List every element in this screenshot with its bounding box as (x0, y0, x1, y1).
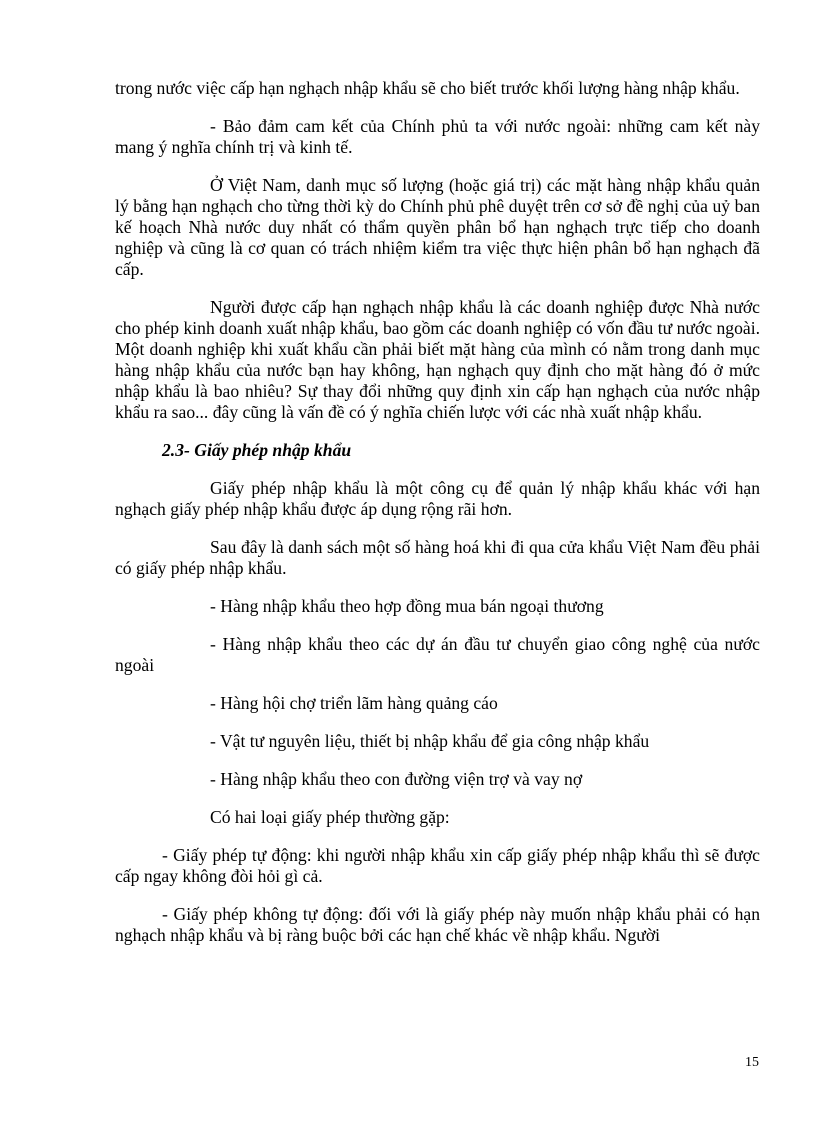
paragraph-non-automatic-license: - Giấy phép không tự động: đối với là giấy phép này muốn nhập khẩu phải có hạn nghạch nhập khẩu và bị ràng buộc bởi các hạn chế khác về nhập khẩu. Người (115, 904, 760, 945)
list-item: - Hàng nhập khẩu theo con đường viện trợ và vay nợ (210, 769, 583, 789)
paragraph-automatic-license: - Giấy phép tự động: khi người nhập khẩu xin cấp giấy phép nhập khẩu thì sẽ được cấp ngay không đòi hỏi gì cả. (115, 845, 760, 886)
paragraph-quota-recipients: Người được cấp hạn nghạch nhập khẩu là các doanh nghiệp được Nhà nước cho phép kinh doanh xuất nhập khẩu, bao gồm các doanh nghiệp có vốn đầu tư nước ngoài. Một doanh nghiệp khi xuất khẩu cần phải biết mặt hàng của mình có nằm trong danh mục hàng nhập khẩu của nước bạn hay không, hạn nghạch quy định cho mặt hàng đó ở mức nhập khẩu là bao nhiêu? Sự thay đổi những quy định xin cấp hạn nghạch của nước nhập khẩu ra sao... đây cũng là vấn đề có ý nghĩa chiến lược với các nhà xuất nhập khẩu. (115, 297, 760, 422)
paragraph-import-license: Giấy phép nhập khẩu là một công cụ để quản lý nhập khẩu khác với hạn nghạch giấy phép nhập khẩu được áp dụng rộng rãi hơn. (115, 478, 760, 519)
paragraph-quota-continuation: trong nước việc cấp hạn nghạch nhập khẩu sẽ cho biết trước khối lượng hàng nhập khẩu. (115, 78, 740, 98)
list-item: - Hàng hội chợ triển lãm hàng quảng cáo (210, 693, 498, 713)
page-body (115, 78, 760, 946)
paragraph-goods-list-intro: Sau đây là danh sách một số hàng hoá khi đi qua cửa khẩu Việt Nam đều phải có giấy phép nhập khẩu. (115, 537, 760, 578)
list-item: - Vật tư nguyên liệu, thiết bị nhập khẩu để gia công nhập khẩu (210, 731, 650, 751)
section-heading: 2.3- Giấy phép nhập khẩu (162, 440, 352, 460)
paragraph-vietnam-quota: Ở Việt Nam, danh mục số lượng (hoặc giá trị) các mặt hàng nhập khẩu quản lý bằng hạn nghạch cho từng thời kỳ do Chính phủ phê duyệt trên cơ sở đề nghị của uỷ ban kế hoạch Nhà nước duy nhất có thẩm quyền phân bổ hạn nghạch trực tiếp cho doanh nghiệp và cũng là cơ quan có trách nhiệm kiểm tra việc thực hiện phân bổ hạn nghạch đã cấp. (115, 175, 760, 279)
paragraph-government-commitment: - Bảo đảm cam kết của Chính phủ ta với nước ngoài: những cam kết này mang ý nghĩa chính trị và kinh tế. (115, 116, 760, 157)
list-item: - Hàng nhập khẩu theo các dự án đầu tư chuyển giao công nghệ của nước ngoài (115, 634, 760, 675)
list-item: - Hàng nhập khẩu theo hợp đồng mua bán ngoại thương (210, 596, 604, 616)
paragraph-license-types: Có hai loại giấy phép thường gặp: (210, 807, 450, 827)
page-number: 15 (745, 1055, 759, 1070)
